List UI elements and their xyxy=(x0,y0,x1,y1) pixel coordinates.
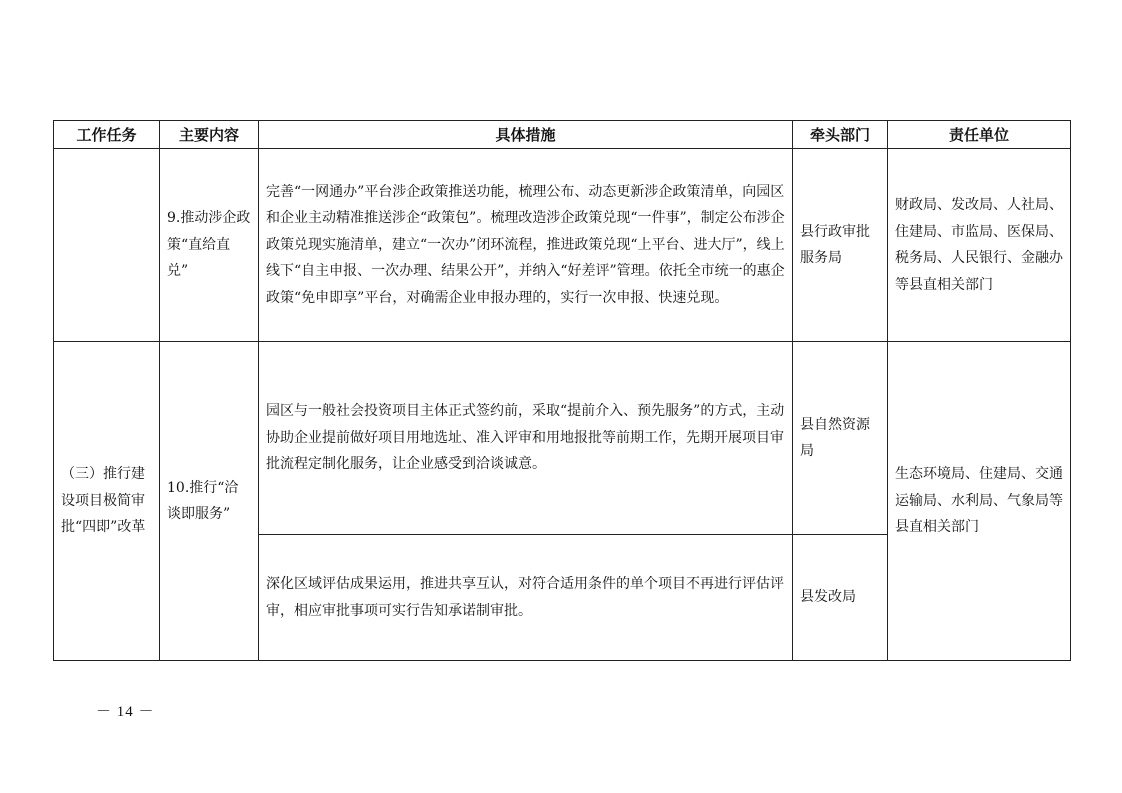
header-responsible-unit: 责任单位 xyxy=(888,121,1071,149)
row1-lead-cell: 县行政审批服务局 xyxy=(793,149,888,342)
header-specific-measures: 具体措施 xyxy=(259,121,793,149)
header-work-task: 工作任务 xyxy=(54,121,160,149)
row1-task-cell xyxy=(54,149,160,342)
group2-row2-measure-cell: 深化区域评估成果运用，推进共享互认，对符合适用条件的单个项目不再进行评估评审，相应审批事项可实行告知承诺制审批。 xyxy=(259,535,793,661)
group2-row1-lead-cell: 县自然资源局 xyxy=(793,342,888,535)
group2-row1-measure-cell: 园区与一般社会投资项目主体正式签约前，采取“提前介入、预先服务”的方式，主动协助企业提前做好项目用地选址、准入评审和用地报批等前期工作，先期开展项目审批流程定制化服务，让企业感受到洽谈诚意。 xyxy=(259,342,793,535)
group2-task-cell: （三）推行建设项目极简审批“四即”改革 xyxy=(54,342,160,661)
row1-content-cell: 9.推动涉企政策“直给直兑” xyxy=(160,149,259,342)
policy-table xyxy=(53,120,1071,661)
header-lead-department: 牵头部门 xyxy=(793,121,888,149)
row1-responsible-cell: 财政局、发改局、人社局、住建局、市监局、医保局、税务局、人民银行、金融办等县直相关部门 xyxy=(888,149,1071,342)
group2-content-cell: 10.推行“洽谈即服务” xyxy=(160,342,259,661)
row1-measure-cell: 完善“一网通办”平台涉企政策推送功能，梳理公布、动态更新涉企政策清单，向园区和企业主动精准推送涉企“政策包”。梳理改造涉企政策兑现“一件事”，制定公布涉企政策兑现实施清单，建立“一次办”闭环流程，推进政策兑现“上平台、进大厅”，线上线下“自主申报、一次办理、结果公开”，并纳入“好差评”管理。依托全市统一的惠企政策“免申即享”平台，对确需企业申报办理的，实行一次申报、快速兑现。 xyxy=(259,149,793,342)
page-number: － 14 － xyxy=(96,704,155,720)
table-header-row xyxy=(54,121,1071,149)
group2-row2-lead-cell: 县发改局 xyxy=(793,535,888,661)
header-main-content: 主要内容 xyxy=(160,121,259,149)
table-row xyxy=(54,342,1071,535)
table-row xyxy=(54,149,1071,342)
group2-responsible-cell: 生态环境局、住建局、交通运输局、水利局、气象局等县直相关部门 xyxy=(888,342,1071,661)
